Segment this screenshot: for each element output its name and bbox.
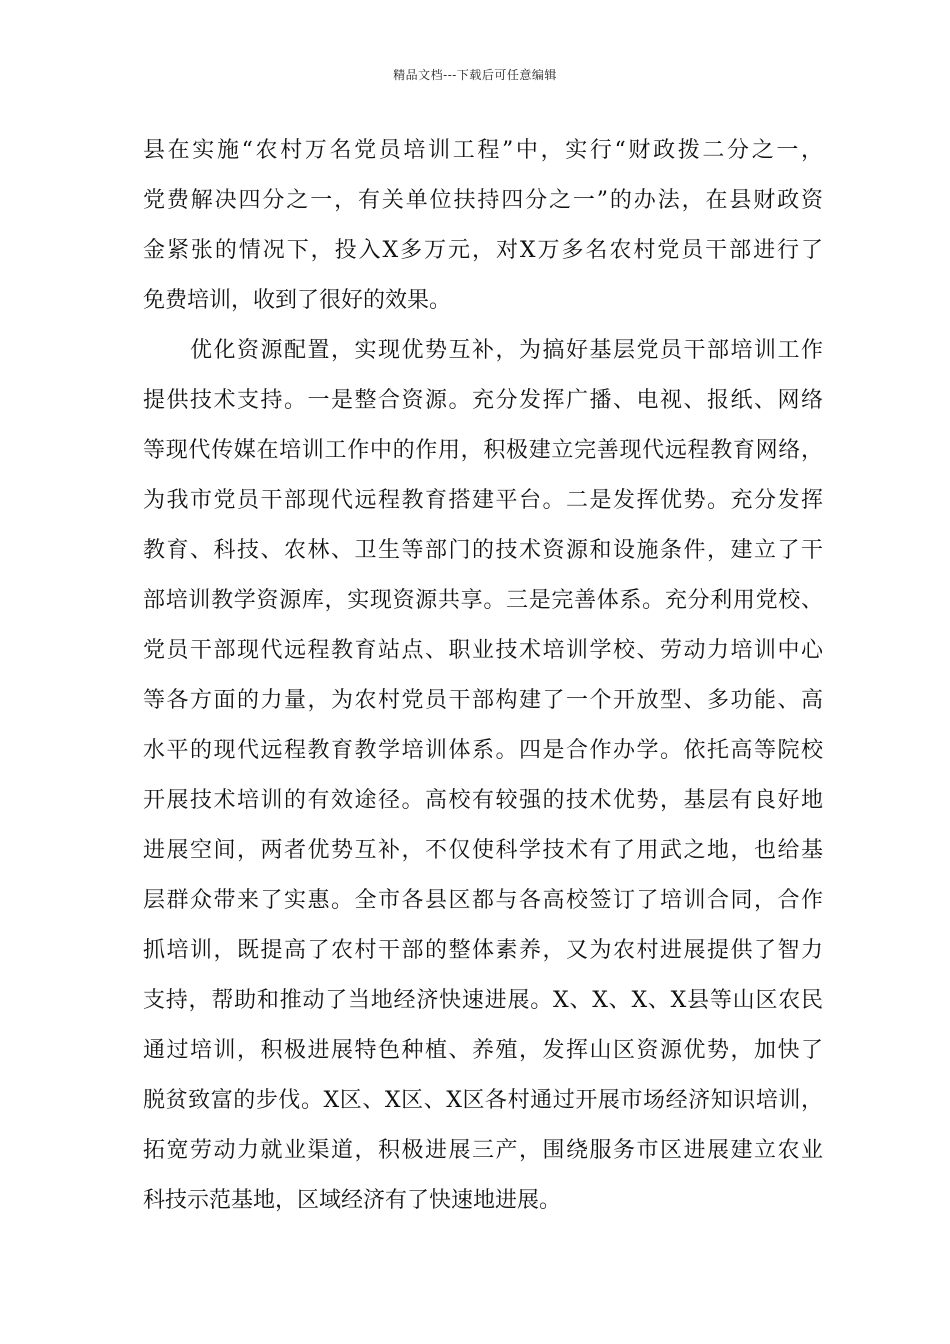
text-line: 党员干部现代远程教育站点、职业技术培训学校、劳动力培训中心 bbox=[143, 638, 823, 663]
text-line: 县在实施“农村万名党员培训工程”中，实行“财政拨二分之一， bbox=[143, 138, 823, 163]
text-line: 部培训教学资源库，实现资源共享。三是完善体系。充分利用党校、 bbox=[143, 588, 823, 613]
page-header: 精品文档---下载后可任意编辑 bbox=[393, 68, 557, 82]
text-line: 优化资源配置，实现优势互补，为搞好基层党员干部培训工作 bbox=[143, 338, 823, 363]
text-line: 抓培训，既提高了农村干部的整体素养，又为农村进展提供了智力 bbox=[143, 938, 823, 963]
text-line: 支持，帮助和推动了当地经济快速进展。X、X、X、X县等山区农民 bbox=[143, 988, 823, 1013]
text-line: 金紧张的情况下，投入X多万元，对X万多名农村党员干部进行了 bbox=[143, 238, 823, 263]
text-line: 水平的现代远程教育教学培训体系。四是合作办学。依托高等院校 bbox=[143, 738, 823, 763]
text-line: 等各方面的力量，为农村党员干部构建了一个开放型、多功能、高 bbox=[143, 688, 823, 713]
text-line: 进展空间，两者优势互补，不仅使科学技术有了用武之地，也给基 bbox=[143, 838, 823, 863]
text-line: 教育、科技、农林、卫生等部门的技术资源和设施条件，建立了干 bbox=[143, 538, 823, 563]
text-line: 党费解决四分之一，有关单位扶持四分之一”的办法，在县财政资 bbox=[143, 188, 823, 213]
text-line: 提供技术支持。一是整合资源。充分发挥广播、电视、报纸、网络 bbox=[143, 388, 823, 413]
text-line: 开展技术培训的有效途径。高校有较强的技术优势，基层有良好地 bbox=[143, 788, 823, 813]
text-line: 免费培训，收到了很好的效果。 bbox=[143, 288, 452, 313]
text-line: 科技示范基地，区域经济有了快速地进展。 bbox=[143, 1188, 562, 1213]
text-line: 拓宽劳动力就业渠道，积极进展三产，围绕服务市区进展建立农业 bbox=[143, 1138, 823, 1163]
document-body bbox=[143, 126, 823, 1226]
text-line: 通过培训，积极进展特色种植、养殖，发挥山区资源优势，加快了 bbox=[143, 1038, 823, 1063]
text-line: 脱贫致富的步伐。X区、X区、X区各村通过开展市场经济知识培训， bbox=[143, 1088, 823, 1113]
text-line: 为我市党员干部现代远程教育搭建平台。二是发挥优势。充分发挥 bbox=[143, 488, 823, 513]
text-line: 等现代传媒在培训工作中的作用，积极建立完善现代远程教育网络， bbox=[143, 438, 823, 463]
text-line: 层群众带来了实惠。全市各县区都与各高校签订了培训合同，合作 bbox=[143, 888, 823, 913]
